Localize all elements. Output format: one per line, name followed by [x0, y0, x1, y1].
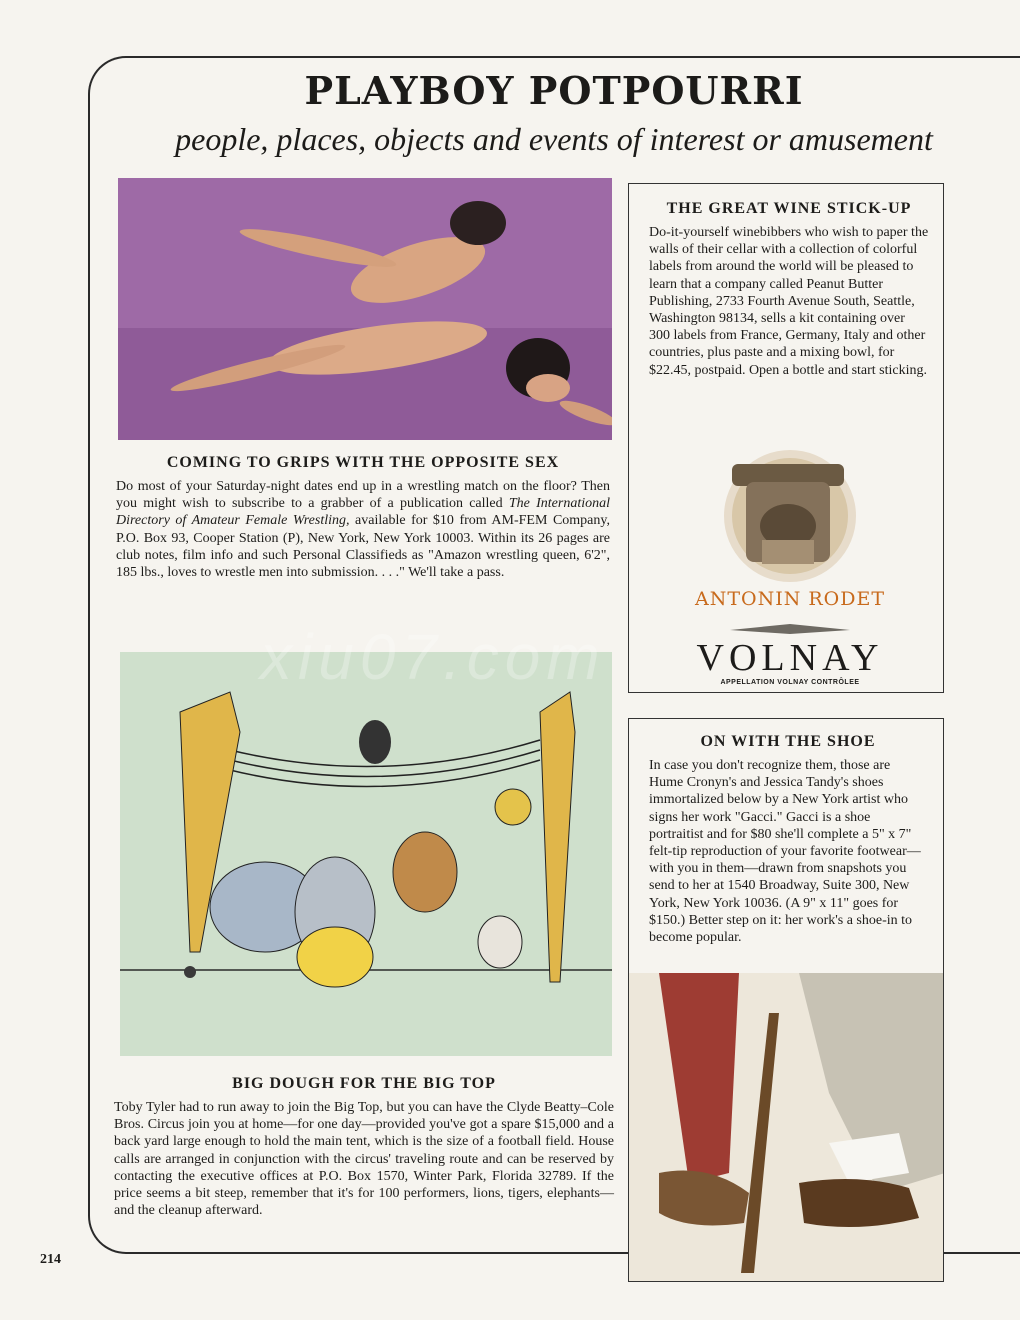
story-circus — [114, 1075, 614, 1219]
story-heading: BIG DOUGH FOR THE BIG TOP — [232, 1075, 496, 1092]
masthead — [88, 68, 1020, 158]
wrestling-photo — [118, 178, 612, 440]
story-heading: ON WITH THE SHOE — [700, 733, 876, 750]
story-body: In case you don't recognize them, those are Hume Cronyn's and Jessica Tandy's shoes immortalized below by a New York artist who signs her work "Gacci." Gacci is a shoe portraitist and for $80 she'll complete a 5" x 7" felt-tip reproduction of your favorite footwear—with you in them—drawn from snapshots you send to her at 1540 Broadway, Suite 300, New York, New York 10036. (A 9" x 11" goes for $150.) Better step on it: her work's a shoe-in to become popular. — [649, 758, 921, 946]
story-wrestling — [116, 454, 610, 581]
circus-cartoon — [120, 652, 612, 1056]
story-body: Do-it-yourself winebibbers who wish to paper the walls of their cellar with a collection of colorful labels from around the world will be pleased to learn that a company called Peanut Butter Publishing, 2733 Fourth Avenue South, Seattle, Washington 98134, sells a kit containing over 300 labels from France, Germany, Italy and other countries, plus paste and a mixing bowl, for $22.45, postpaid. Open a bottle and start sticking. — [649, 225, 929, 378]
label-appellation: APPELLATION VOLNAY CONTRÔLEE — [720, 679, 860, 686]
story-heading: COMING TO GRIPS WITH THE OPPOSITE SEX — [166, 454, 560, 471]
story-shoe — [628, 718, 944, 1282]
shoe-illustration — [629, 973, 944, 1282]
wine-label — [670, 448, 910, 688]
page-subtitle: people, places, objects and events of interest or amusement — [175, 121, 933, 157]
label-wine-name: VOLNAY — [696, 637, 884, 679]
page-title: PLAYBOY POTPOURRI — [304, 68, 804, 113]
page-number: 214 — [40, 1252, 61, 1267]
story-body — [116, 478, 610, 581]
watermark: xiu07.com — [260, 621, 606, 693]
label-brand: ANTONIN RODET — [694, 588, 886, 610]
story-text: Do most of your Saturday-night dates end up in a wrestling match on the floor? Then you might wish to subscribe to a grabber of a publication called — [116, 479, 610, 512]
story-heading: THE GREAT WINE STICK-UP — [666, 200, 912, 217]
story-body: Toby Tyler had to run away to join the Big Top, but you can have the Clyde Beatty–Cole Bros. Circus join you at home—for one day—provided you've got a spare $15,000 and a back yard large enough to hold the main tent, which is the size of a football field. House calls are arranged in conjunction with the circus' traveling route and can be reserved by contacting the executive offices at P.O. Box 1570, Winter Park, Florida 32789. If the price seems a bit steep, remember that it's for 100 performers, lions, tigers, elephants—and the cleanup afterward. — [114, 1100, 614, 1219]
publication-title: The International Directory of Amateur Female Wrestling, — [116, 496, 610, 529]
story-text: available for $10 from AM-FEM Company, P.O. Box 93, Cooper Station (P), New York, New York 10003. Within its 26 pages are club notes, film info and such Personal Classifieds as "Amazon wrestling queen, 6'2", 185 lbs., loves to wrestle men into submission. . . ." We'll take a pass. — [116, 513, 610, 581]
